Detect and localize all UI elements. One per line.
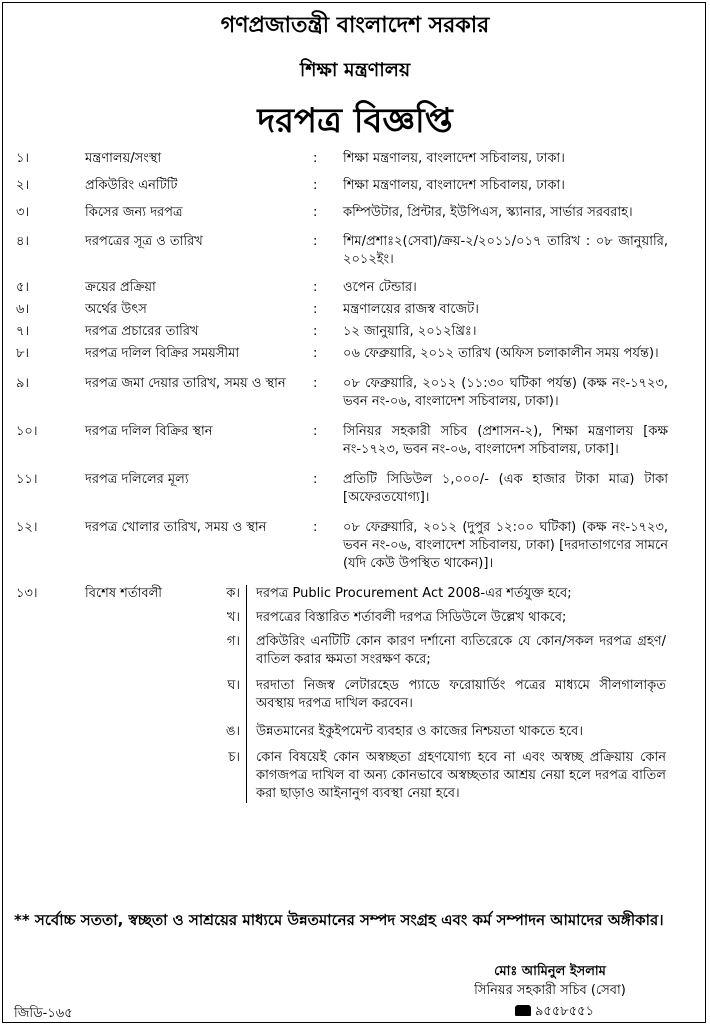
item-number: ১। [16,151,30,166]
item-number: ৬। [16,302,30,317]
item-separator: : [313,472,318,487]
item-value: কম্পিউটার, প্রিন্টার, ইউপিএস, স্ক্যানার, সার্ভার সরবরাহ। [343,205,633,220]
signatory-name: মোঃ আমিনুল ইসলাম [494,964,606,979]
list-item [0,233,710,269]
item-number: ৩। [16,205,30,220]
condition-item [0,677,710,723]
condition-item [0,723,710,749]
phone-line [515,1002,594,1023]
list-item [0,519,710,573]
item-label: ক্রয়ের প্রক্রিয়া [85,280,156,295]
item-separator: : [313,151,318,166]
item-value: শিম/প্রশাঃ২(সেবা)/ক্রয়-২/২০১১/০১৭ তারিখ : ০৮ জানুয়ারি, ২০১২ইং। [343,234,668,267]
list-item [0,423,710,459]
item-label: দরপত্র খোলার তারিখ, সময় ও স্থান [85,520,267,535]
list-item [0,150,710,168]
condition-item [0,609,710,633]
list-item [0,345,710,363]
item-value: মন্ত্রণালয়ের রাজস্ব বাজেট। [343,302,479,317]
item-value: ০৮ ফেব্রুয়ারি, ২০১২ (১১:৩০ ঘটিকা পর্যন্ত) (কক্ষ নং-১৭২৩, ভবন নং-০৬, বাংলাদেশ সচিবালয়, ঢাকা)। [343,376,668,409]
item-number: ৫। [16,280,30,295]
item-separator: : [313,424,318,439]
item-value: ওপেন টেন্ডার। [343,280,417,295]
item-number: ১৩। [16,586,38,601]
item-value: সিনিয়র সহকারী সচিব (প্রশাসন-২), শিক্ষা মন্ত্রণালয় [কক্ষ নং-১৭২৩, ভবন নং-০৬, বাংলাদেশ সচিবালয়, ঢাকা]। [343,424,668,457]
list-item [0,301,710,319]
item-separator: : [313,324,318,339]
condition-item [0,633,710,677]
phone-number: ৯৫৫৮৫৫১ [535,1004,595,1019]
item-number: ১২। [16,520,38,535]
condition-item [0,585,710,609]
condition-text: দরদাতা নিজস্ব লেটারহেড প্যাডে ফরোয়ার্ডিং পত্রের মাধ্যমে সীলগালাকৃত অবস্থায় দরপত্র দাখিল করবেন। [256,678,666,711]
condition-text: কোন বিষয়েই কোন অস্বচ্ছতা গ্রহণযোগ্য হবে না এবং অস্বচ্ছ প্রক্রিয়ায় কোন কাগজপত্র দাখিল বা অন্য কোনভাবে অস্বচ্ছতার আশ্রয় নেয়া হলে দরপত্র বাতিল করা ছাড়াও আইনানুগ ব্যবস্থা নেয়া হবে। [256,750,666,801]
item-separator: : [313,205,318,220]
item-label: দরপত্র প্রচারের তারিখ [85,324,199,339]
list-item [0,204,710,222]
item-separator: : [313,280,318,295]
item-separator: : [313,302,318,317]
item-label: মন্ত্রণালয়/সংস্থা [85,151,162,166]
government-title: গণপ্রজাতন্ত্রী বাংলাদেশ সরকার [220,13,490,38]
signatory-designation: সিনিয়র সহকারী সচিব (সেবা) [474,983,626,998]
item-value: প্রতিটি সিডিউল ১,০০০/- (এক হাজার টাকা মাত্র) টাকা [অফেরতযোগ্য]। [343,472,668,505]
item-separator: : [313,234,318,249]
condition-text: দরপত্রের বিস্তারিত শর্তাবলী দরপত্র সিডিউলে উল্লেখ থাকবে; [256,610,567,625]
item-value: শিক্ষা মন্ত্রণালয়, বাংলাদেশ সচিবালয়, ঢাকা। [343,178,565,193]
tender-notice-title: দরপত্র বিজ্ঞপ্তি [257,101,453,141]
divider [246,633,247,677]
divider [246,677,247,723]
item-label: অর্থের উৎস [85,302,147,317]
special-conditions [0,585,710,803]
commitment-footnote: ** সর্বোচ্চ সততা, স্বচ্ছতা ও সাশ্রয়ের মাধ্যমে উন্নতমানের সম্পদ সংগ্রহ এবং কর্ম সম্পাদন আমাদের অঙ্গীকার। [14,911,664,929]
list-item [0,471,710,507]
condition-mark: খ। [226,610,240,625]
gd-code: জিডি-১৬৫ [14,1006,73,1021]
item-label: দরপত্র জমা দেয়ার তারিখ, সময় ও স্থান [85,376,286,391]
condition-mark: গ। [226,634,240,649]
item-number: ৮। [16,346,30,361]
item-number: ৪। [16,234,30,249]
item-number: ৯। [16,376,30,391]
list-item [0,323,710,341]
item-number: ১০। [16,424,38,439]
item-separator: : [313,346,318,361]
condition-text: প্রকিউরিং এনটিটি কোন কারণ দর্শানো ব্যতিরেকে যে কোন/সকল দরপত্র গ্রহণ/বাতিল করার ক্ষমতা সংরক্ষণ করে; [256,634,666,667]
list-item [0,177,710,195]
signature-block [430,962,670,1000]
item-number: ১১। [16,472,38,487]
item-separator: : [313,520,318,535]
divider [246,609,247,633]
item-separator: : [313,376,318,391]
item-value: ০৮ ফেব্রুয়ারি, ২০১২ (দুপুর ১২:০০ ঘটিকা) (কক্ষ নং-১৭২৩, ভবন নং-০৬, বাংলাদেশ সচিবালয়, ঢাকা) [দরদাতাগণের সামনে (যদি কেউ উপস্থিত থাকেন)]। [343,520,668,571]
list-item [0,375,710,411]
divider [246,723,247,749]
divider [246,749,247,803]
condition-text: দরপত্র Public Procurement Act 2008-এর শর্তযুক্ত হবে; [256,586,572,601]
conditions-list [0,585,710,803]
telephone-icon [515,1005,531,1016]
item-separator: : [313,178,318,193]
condition-text: উন্নতমানের ইকুইপমেন্ট ব্যবহার ও কাজের নিশ্চয়তা থাকতে হবে। [256,724,584,739]
item-label: দরপত্র দলিল বিক্রির সময়সীমা [85,346,240,361]
condition-item [0,749,710,803]
item-label: প্রকিউরিং এনটিটি [85,178,178,193]
item-value: ০৬ ফেব্রুয়ারি, ২০১২ তারিখ (অফিস চলাকালীন সময় পর্যন্ত)। [343,346,659,361]
divider [246,585,247,609]
condition-mark: ঘ। [227,678,240,693]
item-value: ১২ জানুয়ারি, ২০১২খ্রিঃ। [343,324,477,339]
item-label: দরপত্র দলিল বিক্রির স্থান [85,424,213,439]
ministry-title: শিক্ষা মন্ত্রণালয় [299,59,411,81]
tender-items-list [0,150,710,803]
item-number: ২। [16,178,30,193]
item-number: ৭। [16,324,30,339]
list-item [0,279,710,297]
item-label: কিসের জন্য দরপত্র [85,205,183,220]
item-label: দরপত্রের সূত্র ও তারিখ [85,234,203,249]
item-value: শিক্ষা মন্ত্রণালয়, বাংলাদেশ সচিবালয়, ঢাকা। [343,151,565,166]
condition-mark: চ। [228,750,240,765]
item-label: বিশেষ শর্তাবলী [85,586,163,601]
item-label: দরপত্র দলিলের মূল্য [85,472,189,487]
condition-mark: ঙ। [225,724,240,739]
condition-mark: ক। [226,586,240,601]
